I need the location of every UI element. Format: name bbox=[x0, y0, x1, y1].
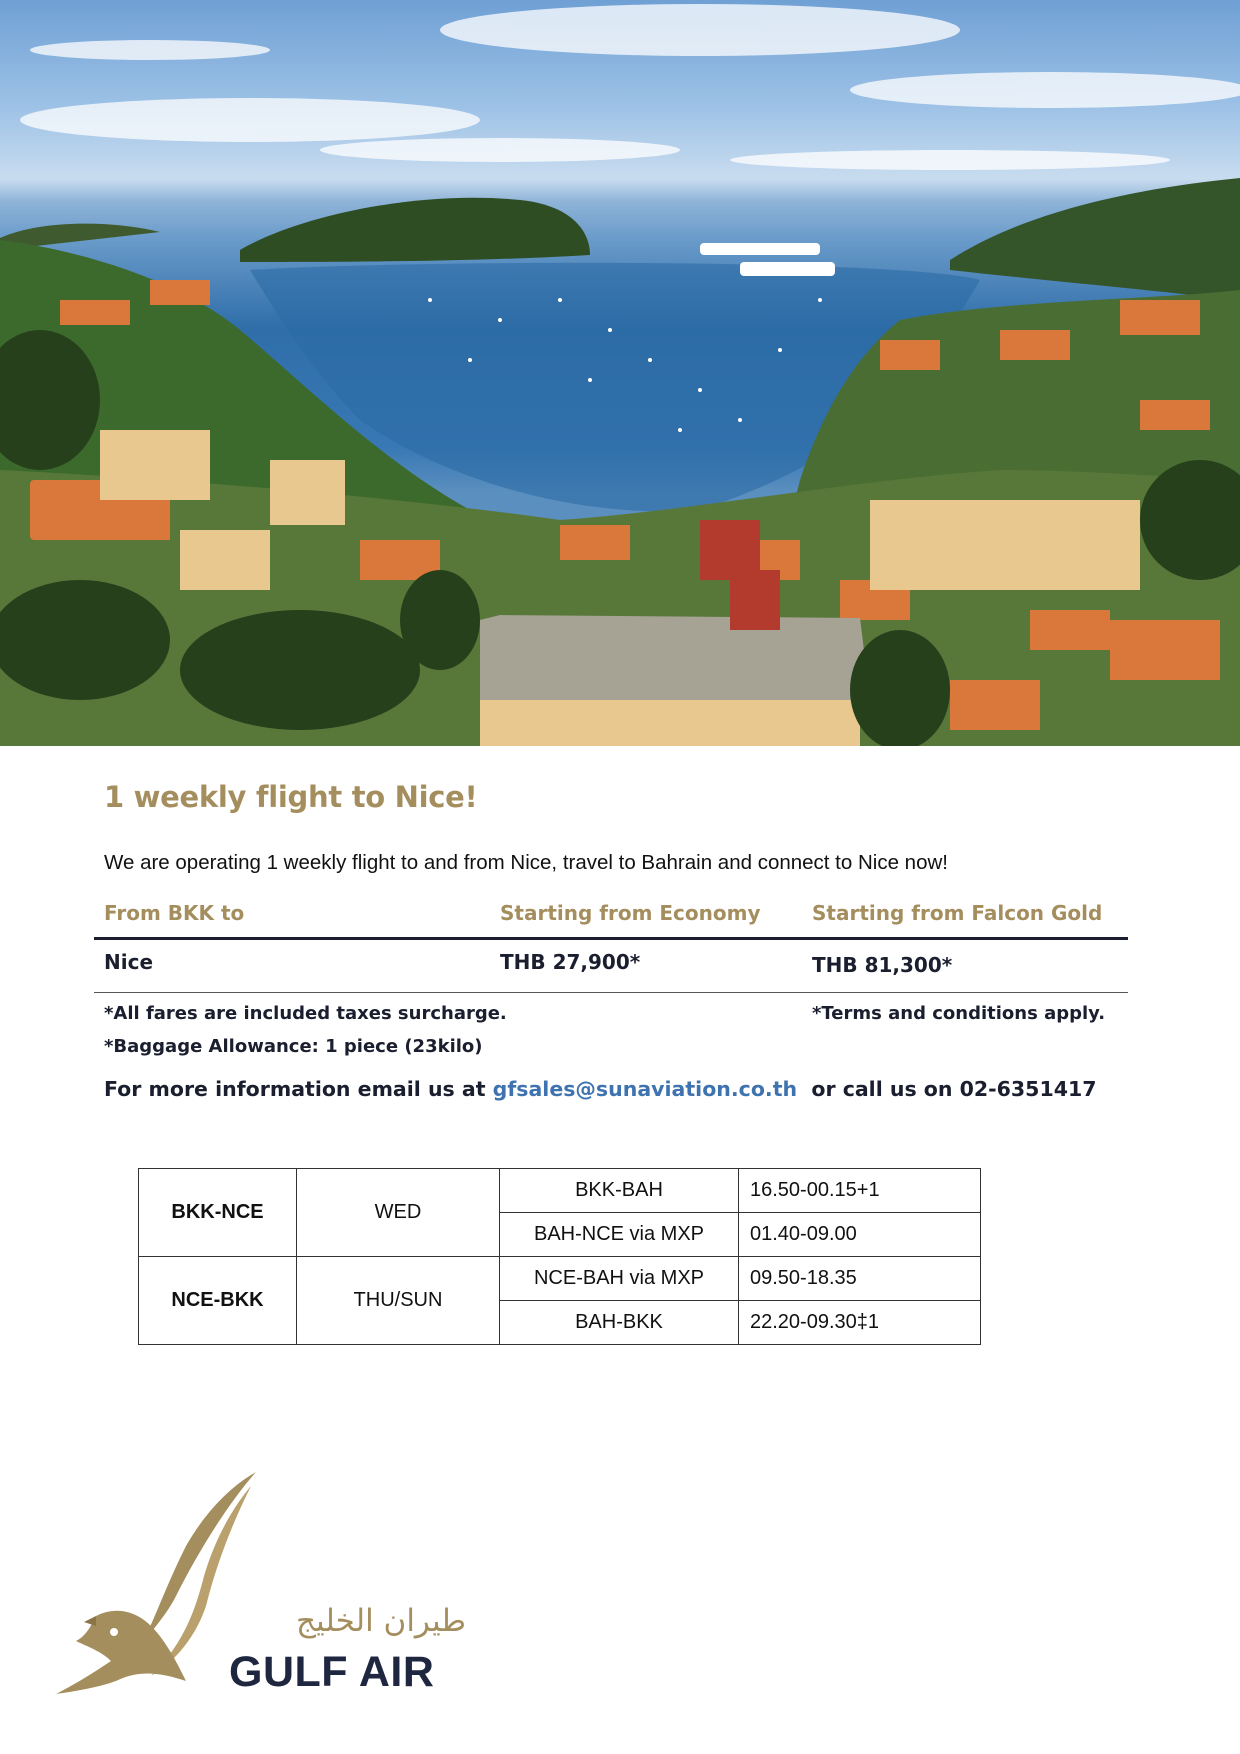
fare-destination: Nice bbox=[104, 950, 154, 974]
schedule-route: BKK-NCE bbox=[139, 1169, 297, 1257]
schedule-time: 09.50-18.35 bbox=[739, 1257, 981, 1301]
table-row bbox=[139, 1169, 981, 1213]
fare-header-falcon-gold: Starting from Falcon Gold bbox=[812, 901, 1103, 925]
schedule-time: 01.40-09.00 bbox=[739, 1213, 981, 1257]
taxes-note: *All fares are included taxes surcharge. bbox=[104, 1003, 507, 1024]
fare-header-destination: From BKK to bbox=[104, 901, 245, 925]
page-title: 1 weekly flight to Nice! bbox=[104, 780, 478, 814]
schedule-time: 16.50-00.15+1 bbox=[739, 1169, 981, 1213]
hero-image bbox=[0, 0, 1240, 746]
logo-wordmark: GULF AIR bbox=[229, 1648, 435, 1696]
fare-table-header bbox=[94, 895, 1128, 940]
contact-phone: or call us on 02-6351417 bbox=[797, 1077, 1097, 1101]
logo-arabic-wordmark: طيران الخليج bbox=[296, 1603, 467, 1639]
schedule-sector: BKK-BAH bbox=[500, 1169, 739, 1213]
schedule-days: WED bbox=[297, 1169, 500, 1257]
schedule-sector: BAH-BKK bbox=[500, 1301, 739, 1345]
intro-text: We are operating 1 weekly flight to and from Nice, travel to Bahrain and connect to Nice now! bbox=[104, 851, 948, 874]
schedule-sector: NCE-BAH via MXP bbox=[500, 1257, 739, 1301]
fare-economy-price: THB 27,900* bbox=[500, 950, 641, 974]
fare-falcon-gold-price: THB 81,300* bbox=[812, 953, 953, 977]
schedule-time: 22.20-09.30‡1 bbox=[739, 1301, 981, 1345]
table-row bbox=[139, 1257, 981, 1301]
fare-header-economy: Starting from Economy bbox=[500, 901, 761, 925]
hero-landscape-graphic bbox=[0, 0, 1240, 746]
terms-note: *Terms and conditions apply. bbox=[812, 1003, 1106, 1024]
schedule-route: NCE-BKK bbox=[139, 1257, 297, 1345]
fare-row bbox=[94, 940, 1128, 993]
contact-prefix: For more information email us at bbox=[104, 1077, 493, 1101]
schedule-table bbox=[138, 1168, 981, 1345]
schedule-sector: BAH-NCE via MXP bbox=[500, 1213, 739, 1257]
baggage-note: *Baggage Allowance: 1 piece (23kilo) bbox=[104, 1036, 483, 1057]
contact-email-link[interactable]: gfsales@sunaviation.co.th bbox=[492, 1077, 798, 1101]
contact-line bbox=[104, 1077, 1097, 1101]
fare-table bbox=[94, 895, 1128, 993]
schedule-days: THU/SUN bbox=[297, 1257, 500, 1345]
